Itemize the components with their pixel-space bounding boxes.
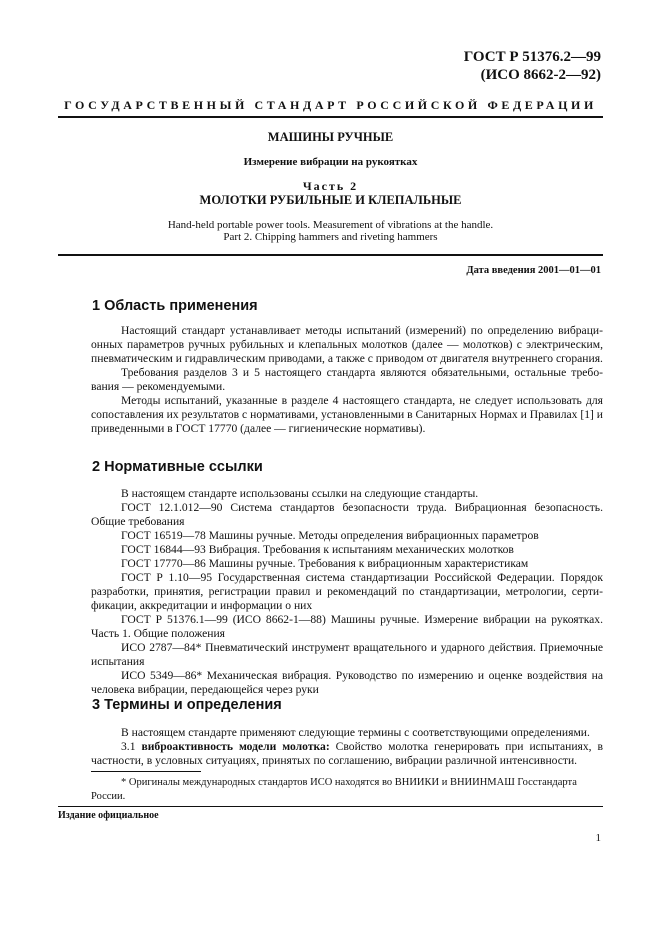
footer-divider (58, 806, 603, 807)
reference-item: ИСО 5349—86* Механическая вибрация. Руководство по измерению и оценке воздействия на человека вибрации, передающейся через руки (91, 669, 603, 696)
state-standard-banner: ГОСУДАРСТВЕННЫЙ СТАНДАРТ РОССИЙСКОЙ ФЕДЕРАЦИИ (64, 98, 597, 112)
paragraph: В настоящем стандарте применяют следующие термины с соответствующими определениями. (121, 726, 590, 739)
page-number: 1 (595, 832, 601, 844)
paragraph: В настоящем стандарте использованы ссылки на следующие стандарты. (121, 487, 479, 500)
header-divider (58, 116, 603, 118)
reference-item: ИСО 2787—84* Пневматический инструмент вращательного и ударного действия. Приемочные испытания (91, 641, 603, 668)
reference-item: ГОСТ Р 1.10—95 Государственная система стандартизации Российской Федерации. Порядок разработки, принятия, регистрации правил и рекомендаций по стандартизации, метрологии, сертификации, аккредитации и информации о них (91, 571, 603, 612)
section-1-heading: 1 Область применения (92, 298, 258, 314)
reference-item: ГОСТ 16519—78 Машины ручные. Методы определения вибрационных параметров (121, 529, 539, 542)
section-2-heading: 2 Нормативные ссылки (92, 459, 263, 475)
term-definition-text: Свойство молотка генерировать при испытаниях, в частности, в условных ситуациях, принятых по соглашению, вибрации различной интенсивности. (91, 740, 604, 767)
title-divider (58, 254, 603, 256)
english-title-line1: Hand-held portable power tools. Measurement of vibrations at the handle. (167, 219, 494, 231)
paragraph: Методы испытаний, указанные в разделе 4 настоящего стандарта, не следует использовать для сопоставления их результатов с нормативами, установленными в Санитарных Нормах и Правилах [1] и приведенными в ГОСТ 17770 (далее — гигиенические нормативы). (91, 394, 603, 435)
reference-item: ГОСТ 17770—86 Машины ручные. Требования к вибрационным характеристикам (121, 557, 529, 570)
part-title: МОЛОТКИ РУБИЛЬНЫЕ И КЛЕПАЛЬНЫЕ (199, 193, 462, 207)
term-number: 3.1 (121, 740, 136, 753)
section-3-heading: 3 Термины и определения (92, 697, 282, 713)
section-2-body (91, 487, 603, 697)
section-1-body (91, 324, 603, 436)
document-subtitle: Измерение вибрации на рукоятках (243, 156, 418, 168)
reference-item: ГОСТ Р 51376.1—99 (ИСО 8662-1—88) Машины ручные. Измерение вибрации на рукоятках. Часть 1. Общие положения (91, 613, 603, 640)
footnote: * Оригиналы международных стандартов ИСО находятся во ВНИИКИ и ВНИИНМАШ Госстандарта России. (91, 777, 577, 802)
part-label: Часть 2 (302, 179, 359, 193)
reference-item: ГОСТ 12.1.012—90 Система стандартов безопасности труда. Вибрационная безопасность. Общие требования (91, 501, 603, 528)
english-title (58, 219, 603, 243)
section-3-body (91, 726, 603, 768)
footnote-divider (91, 771, 201, 772)
gost-number: ГОСТ Р 51376.2—99 (463, 49, 601, 65)
document-code (464, 48, 601, 84)
document-title: МАШИНЫ РУЧНЫЕ (267, 130, 394, 144)
term: виброактивность модели молотка: (141, 740, 330, 753)
effective-date: Дата введения 2001—01—01 (466, 265, 601, 276)
reference-item: ГОСТ 16844—93 Вибрация. Требования к испытаниям механических молотков (121, 543, 514, 556)
paragraph: Требования разделов 3 и 5 настоящего стандарта являются обязательными, остальные требования — рекомендуемыми. (91, 366, 603, 393)
term-definition (61, 740, 603, 768)
edition-label: Издание официальное (58, 810, 159, 821)
paragraph: Настоящий стандарт устанавливает методы испытаний (измерений) по определению вибрационных параметров ручных рубильных и клепальных молотков (далее — молотков) с электрическим, пневматическим и гидравлическим приводами, а также с приводом от двигателя внутреннего сгорания. (91, 324, 603, 365)
iso-number: (ИСО 8662-2—92) (480, 67, 601, 83)
english-title-line2: Part 2. Chipping hammers and riveting hammers (223, 231, 438, 243)
